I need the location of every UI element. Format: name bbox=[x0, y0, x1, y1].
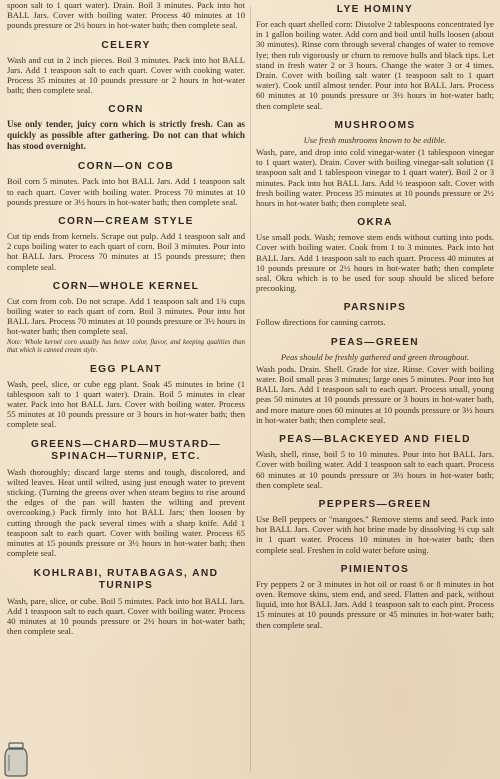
section-egg-plant bbox=[7, 364, 245, 430]
section-corn-cream bbox=[7, 216, 245, 272]
section-greens bbox=[7, 439, 245, 559]
section-body: Wash, peel, slice, or cube egg plant. Soak 45 minutes in brine (1 tablespoon salt to 1 quart water). Drain. Boil 5 minutes in clear water. Pack into hot BALL Jars. Cover with boiling water. Process 55 minutes at 10 pounds pressure or 3 hours in hot-water bath; then complete seal. bbox=[7, 378, 245, 430]
section-corn-on-cob bbox=[7, 161, 245, 207]
section-title: PIMIENTOS bbox=[340, 563, 410, 575]
jar-body bbox=[5, 749, 27, 776]
section-mushrooms bbox=[256, 120, 494, 208]
section-intro: Use fresh mushrooms known to be edible. bbox=[303, 134, 447, 145]
section-body: Wash and cut in 2 inch pieces. Boil 3 minutes. Pack into hot BALL Jars. Add 1 teaspoon salt to each quart. Cover with cooking water. Process 35 minutes at 10 pounds pressure or 2 hours in hot-water bath; then complete seal. bbox=[7, 54, 245, 96]
section-lye-hominy bbox=[256, 4, 494, 111]
section-pimientos bbox=[256, 564, 494, 630]
section-body: Use small pods. Wash; remove stem ends without cutting into pods. Cover with boiling water. Cook from 1 to 3 minutes. Pack into hot BALL Jars. Add 1 teaspoon salt to each quart. Process 40 minutes at 10 pounds pressure or 2½ hours in hot-water bath; then complete seal. Okra which is to be used for soup should be sliced before precooking. bbox=[256, 232, 494, 294]
section-body: Use Bell peppers or "mangoes." Remove stems and seed. Pack into hot BALL Jars. Cover with hot brine made by dissolving ½ cup salt in 1 quart water. Process 10 minutes in hot-water bath; then complete seal. Freshen in cold water before using. bbox=[256, 513, 494, 555]
section-kohlrabi bbox=[7, 568, 245, 637]
section-parsnips bbox=[256, 302, 494, 327]
section-title: MUSHROOMS bbox=[334, 119, 416, 131]
left-column bbox=[7, 0, 245, 636]
section-title: CORN bbox=[108, 104, 144, 116]
section-okra bbox=[256, 217, 494, 293]
section-title: GREENS—CHARD—MUSTARD—SPINACH—TURNIP, ETC. bbox=[31, 438, 221, 463]
section-body: Wash pods. Drain. Shell. Grade for size. Rinse. Cover with boiling water. Boil small peas 3 minutes; large ones 5 minutes. Pour into hot BALL Jars. Add 1 teaspoon salt to each quart. Process small, young peas 50 minutes at 10 pounds pressure or 3 hours in hot-water bath, and more mature ones 60 minutes at 10 pounds pressure or 3½ hours in hot-water bath; then complete seal. bbox=[256, 363, 494, 425]
section-body: spoon salt to 1 quart water). Drain. Boil 3 minutes. Pack into hot BALL Jars. Cover with boiling water. Process 40 minutes at 10 pounds pressure or 2½ hours in hot-water bath; then complete seal. bbox=[7, 0, 245, 31]
section-peppers-green bbox=[256, 499, 494, 555]
section-peas-blackeyed bbox=[256, 434, 494, 490]
column-divider bbox=[250, 6, 251, 772]
section-title: PEPPERS—GREEN bbox=[318, 498, 432, 510]
section-title: PARSNIPS bbox=[343, 302, 407, 314]
section-body: Boil corn 5 minutes. Pack into hot BALL Jars. Add 1 teaspoon salt to each quart. Cover with boiling water. Process 70 minutes at 10 pounds pressure or 3½ hours in hot-water bath; then complete seal. bbox=[7, 176, 245, 207]
section-intro-cont bbox=[7, 0, 245, 31]
section-corn bbox=[7, 104, 245, 152]
section-title: CORN—CREAM STYLE bbox=[58, 216, 194, 228]
section-title: CELERY bbox=[101, 39, 151, 51]
section-celery bbox=[7, 40, 245, 96]
section-title: KOHLRABI, RUTABAGAS, AND TURNIPS bbox=[33, 567, 219, 591]
section-body: Wash, pare, slice, or cube. Boil 5 minutes. Pack into hot BALL Jars. Add 1 teaspoon salt to each quart. Cover with boiling water. Process 40 minutes at 10 pounds pressure or 2½ hours in hot-water bath; then complete seal. bbox=[7, 595, 245, 637]
section-body: Use only tender, juicy corn which is strictly fresh. Can as quickly as possible after gathering. Do not can that which has stood overnight. bbox=[7, 119, 245, 152]
section-corn-whole bbox=[7, 281, 245, 355]
jar-illustration bbox=[2, 741, 30, 777]
section-body: For each quart shelled corn: Dissolve 2 tablespoons concentrated lye in 1 gallon boiling water. Add corn and boil until hulls loosen (about 30 minutes). Rinse corn through several changes of water to remove lye; then rub vigorously or churn to remove hulls and black tips. Let stand in fresh water 2 or 3 hours. Change the water 3 or 4 times. Drain. Cover with boiling salt water (1 teaspoon salt to 1 quart water). Cook until almost tender. Pour into hot BALL Jars. Process 60 minutes at 10 pounds pressure or 3½ hours in hot-water bath; then complete seal. bbox=[256, 19, 494, 111]
section-body: Wash, pare, and drop into cold vinegar-water (1 tablespoon vinegar to 1 quart water). Drain. Cover with boiling vinegar-salt solution (1 teaspoon salt and 1 tablespoon vinegar to 1 quart water). Boil 2 or 3 minutes. Pack into hot BALL Jars. Add ½ teaspoon salt. Cover with fresh boiling water. Process 35 minutes at 10 pounds pressure or 2½ hours in hot-water bath; then complete seal. bbox=[256, 147, 494, 209]
section-body: Cut corn from cob. Do not scrape. Add 1 teaspoon salt and 1¾ cups boiling water to each quart of corn. Boil 3 minutes. Pour into hot BALL Jars. Process 70 minutes at 10 pounds pressure or 3½ hours in hot-water bath; then complete seal. bbox=[7, 295, 245, 337]
section-title: EGG PLANT bbox=[89, 363, 163, 375]
section-note: Note: Whole kernel corn usually has better color, flavor, and keeping qualities than that which is canned cream style. bbox=[7, 338, 245, 354]
section-peas-green bbox=[256, 337, 494, 425]
section-title: PEAS—GREEN bbox=[330, 336, 420, 348]
section-body: Wash thoroughly; discard large stems and tough, discolored, and wilted leaves. Heat until wilted, using just enough water to prevent sticking. (Turning the greens over when steam begins to rise around the edges of the pan will hasten the wilting and prevent overcooking.) Pack firmly into hot BALL Jars; then loosen by cutting through the pack several times with a sharp knife. Add 1 teaspoon salt to each quart. Cover with boiling water. Process 65 minutes at 15 pounds pressure or 3½ hours in hot-water bath; then complete seal. bbox=[7, 466, 245, 559]
section-body: Wash, shell, rinse, boil 5 to 10 minutes. Pour into hot BALL Jars. Cover with boiling water. Add 1 teaspoon salt to each quart. Process 60 minutes at 10 pounds pressure or 3½ hours in hot-water bath; then complete seal. bbox=[256, 449, 494, 490]
section-body: Fry peppers 2 or 3 minutes in hot oil or roast 6 or 8 minutes in hot oven. Remove skins, stem end, and seed. Flatten and pack, without liquid, into hot BALL Jars. Add 1 teaspoon salt to each pint. Process 15 minutes at 10 pounds pressure or 45 minutes in hot-water bath; then complete seal. bbox=[256, 578, 494, 630]
section-intro: Peas should be freshly gathered and green throughout. bbox=[280, 351, 470, 362]
section-title: PEAS—BLACKEYED AND FIELD bbox=[279, 434, 471, 446]
section-body: Cut tip ends from kernels. Scrape out pulp. Add 1 teaspoon salt and 2 cups boiling water to each quart of corn. Boil 3 minutes. Pour into hot BALL Jars. Process 70 minutes at 15 pounds pressure; then complete seal. bbox=[7, 231, 245, 272]
section-title: CORN—ON COB bbox=[77, 161, 175, 173]
jar-lid bbox=[9, 743, 23, 748]
section-title: CORN—WHOLE KERNEL bbox=[52, 280, 200, 292]
section-title: LYE HOMINY bbox=[336, 4, 414, 15]
right-column bbox=[256, 0, 494, 630]
section-body: Follow directions for canning carrots. bbox=[256, 317, 386, 328]
section-title: OKRA bbox=[357, 217, 393, 229]
